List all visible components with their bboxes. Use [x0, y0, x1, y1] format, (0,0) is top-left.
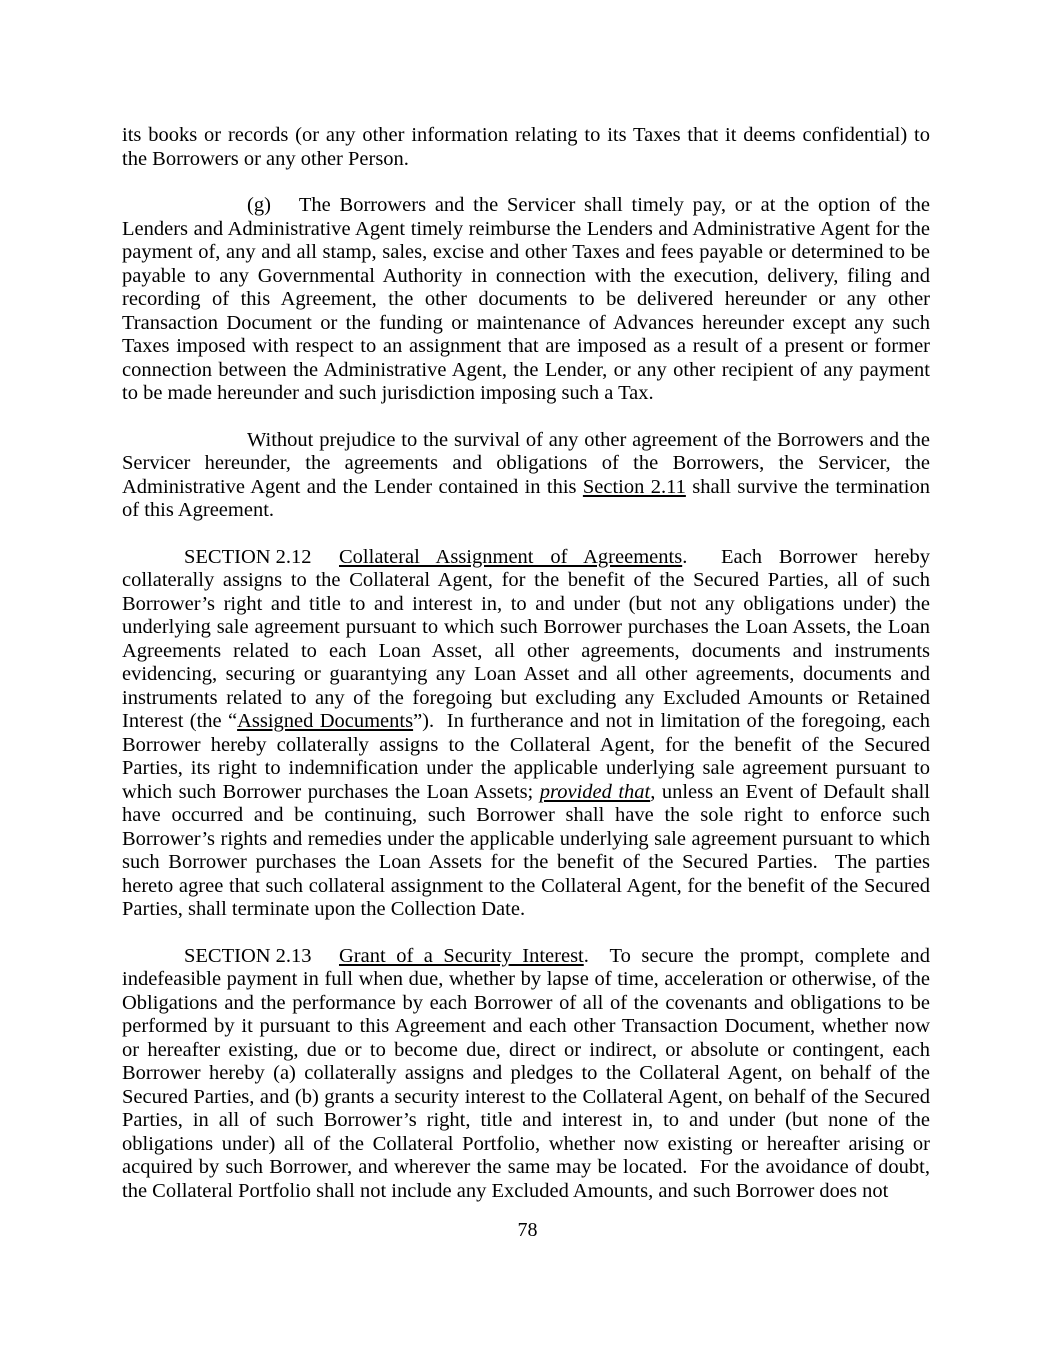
paragraph: [122, 428, 936, 523]
text-run: its books or records (or any other information relating to its Taxes that it deems confidential) to the Borrowers or any other Person.: [122, 124, 936, 170]
text-run: Section 2.11: [582, 475, 686, 498]
text-run: . Each Borrower hereby collaterally assigns to the Collateral Agent, for the benefit of the Secured Parties, all of such Borrower’s right and title to and interest in, to and under (but not any obligations under) the underlying sale agreement pursuant to which such Borrower purchases the Loan Assets, the Loan Agreements related to each Loan Asset, all other agreements, documents and instruments evidencing, securing or guarantying any Loan Asset and all other agreements, documents and instruments related to any of the foregoing but excluding any Excluded Amounts or Retained Interest (the “: [122, 545, 936, 732]
paragraph: [122, 944, 936, 1204]
paragraph: [122, 124, 936, 171]
text-run: The Borrowers and the Servicer shall timely pay, or at the option of the Lenders and Administrative Agent timely reimburse the Lenders and Administrative Agent for the payment of, any and all stamp, sales, excise and other Taxes and fees payable or determined to be payable to any Governmental Authority in connection with the execution, delivery, filing and recording of this Agreement, the other documents to be delivered hereunder or any other Transaction Document or the funding or maintenance of Advances hereunder except any such Taxes imposed with respect to an assignment that are imposed as a result of a present or former connection between the Administrative Agent, the Lender, or any other recipient of any payment to be made hereunder and such jurisdiction imposing such a Tax.: [122, 194, 936, 404]
text-run: Assigned Documents: [237, 710, 414, 732]
document-body: [122, 124, 936, 1226]
page-number: 78: [517, 1219, 538, 1241]
section-label: SECTION 2.13: [184, 944, 312, 967]
text-run: (g): [247, 194, 271, 216]
section-label: SECTION 2.12: [184, 545, 312, 568]
paragraph: [122, 194, 936, 406]
text-run: shall survive the termination of this Agreement.: [122, 475, 936, 521]
text-run: Collateral Assignment of Agreements: [339, 545, 683, 568]
text-run: Without prejudice to the survival of any other agreement of the Borrowers and the Servicer hereunder, the agreements and obligations of the Borrowers, the Servicer, the Administrative Agent and the Lender contained in this: [122, 428, 936, 498]
text-run: , unless an Event of Default shall have occurred and be continuing, such Borrower shall have the sole right to enforce such Borrower’s rights and remedies under the applicable underlying sale agreement pursuant to which such Borrower purchases the Loan Assets for the benefit of the Secured Parties. The parties hereto agree that such collateral assignment to the Collateral Agent, for the benefit of the Secured Parties, shall terminate upon the Collection Date.: [122, 780, 936, 920]
text-run: Grant of a Security Interest: [339, 944, 584, 967]
paragraph: [122, 545, 936, 922]
text-run: . To secure the prompt, complete and indefeasible payment in full when due, whether by lapse of time, acceleration or otherwise, of the Obligations and the performance by each Borrower of all of the covenants and obligations to be performed by it pursuant to this Agreement and each other Transaction Document, whether now or hereafter existing, due or to become due, direct or indirect, or absolute or contingent, each Borrower hereby (a) collaterally assigns and pledges to the Collateral Agent, on behalf of the Secured Parties, and (b) grants a security interest to the Collateral Agent, on behalf of the Secured Parties, in all of such Borrower’s right, title and interest in, to and under (but none of the obligations under) all of the Collateral Portfolio, whether now existing or hereafter arising or acquired by such Borrower, and wherever the same may be located. For the avoidance of doubt, the Collateral Portfolio shall not include any Excluded Amounts, and such Borrower does not: [122, 944, 936, 1202]
text-run: provided that: [539, 780, 651, 803]
text-run: ”). In furtherance and not in limitation of the foregoing, each Borrower hereby collaterally assigns to the Collateral Agent, for the benefit of the Secured Parties, its right to indemnification under the applicable underlying sale agreement pursuant to which such Borrower purchases the Loan Assets;: [122, 710, 936, 803]
